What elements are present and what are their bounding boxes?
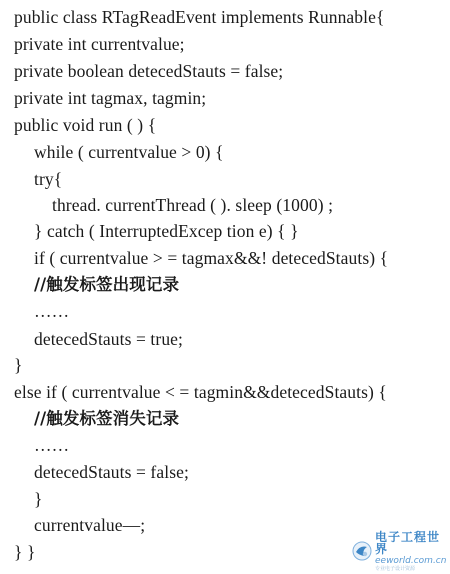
code-line-6: while ( currentvalue > 0) { (34, 142, 224, 162)
code-comment-1: //触发标签出现记录 (34, 275, 180, 294)
code-line-4: private int tagmax, tagmin; (14, 88, 207, 108)
code-line-2: private int currentvalue; (14, 34, 185, 54)
code-line-1: public class RTagReadEvent implements Runnable{ (14, 7, 385, 27)
code-line-ellipsis-1: …… (34, 301, 70, 321)
code-line-15: else if ( currentvalue < = tagmin&&detecedStauts) { (14, 382, 387, 402)
code-line-21: } } (14, 542, 36, 562)
code-line-8: thread. currentThread ( ). sleep (1000) ; (52, 195, 334, 215)
eeworld-logo-icon (352, 541, 372, 561)
code-line-7: try{ (34, 169, 63, 189)
code-line-3: private boolean detecedStauts = false; (14, 61, 284, 81)
code-line-ellipsis-2: …… (34, 435, 70, 455)
code-line-20: currentvalue—; (34, 515, 146, 535)
code-line-5: public void run ( ) { (14, 115, 157, 135)
watermark (352, 529, 448, 572)
watermark-sub-text: 专业电子设计资源 (375, 565, 416, 572)
code-line-10: if ( currentvalue > = tagmax&&! detecedStauts) { (34, 248, 389, 268)
code-comment-2: //触发标签消失记录 (34, 409, 180, 428)
code-line-18: detecedStauts = false; (34, 462, 189, 482)
watermark-cn-text: 电子工程世界 (375, 529, 441, 556)
code-line-19: } (34, 489, 43, 509)
code-line-14: } (14, 355, 23, 375)
code-line-13: detecedStauts = true; (34, 329, 184, 349)
code-line-9: } catch ( InterruptedExcep tion e) { } (34, 221, 299, 241)
watermark-en-text: eeworld.com.cn (375, 555, 447, 566)
